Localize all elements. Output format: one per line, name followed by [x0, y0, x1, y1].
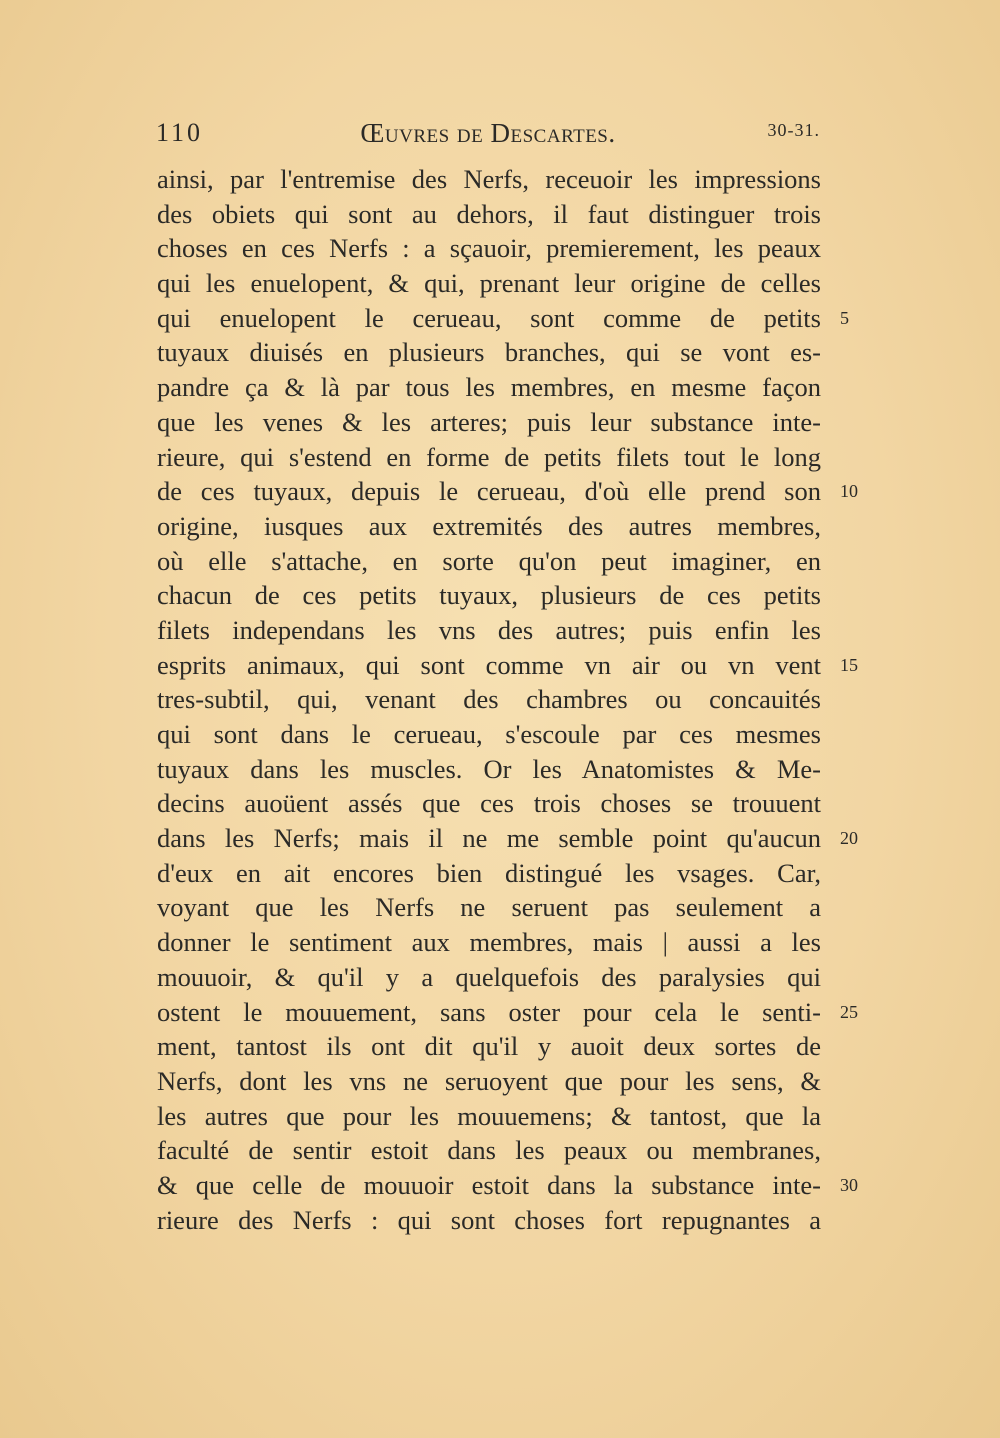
line-number: 30: [840, 1175, 858, 1196]
text-line: où elle s'attache, en sorte qu'on peut imaginer, en: [157, 545, 821, 576]
text-line: origine, iusques aux extremités des autres membres,: [157, 510, 821, 541]
text-line: & que celle de mouuoir estoit dans la substance inte-: [157, 1169, 821, 1200]
line-number: 15: [840, 654, 858, 675]
text-line: tuyaux dans les muscles. Or les Anatomistes & Me-: [157, 753, 821, 784]
text-line: filets independans les vns des autres; puis enfin les: [157, 614, 821, 645]
text-line: rieure des Nerfs : qui sont choses fort repugnantes a: [157, 1204, 821, 1235]
text-line: qui sont dans le cerueau, s'escoule par ces mesmes: [157, 719, 821, 749]
text-line: que les venes & les arteres; puis leur substance inte-: [157, 406, 821, 437]
text-line: de ces tuyaux, depuis le cerueau, d'où elle prend son: [157, 476, 821, 507]
text-line: rieure, qui s'estend en forme de petits filets tout le long: [157, 441, 821, 472]
text-line: choses en ces Nerfs : a sçauoir, premierement, les peaux: [157, 233, 821, 264]
text-line: pandre ça & là par tous les membres, en mesme façon: [157, 372, 821, 403]
text-line: donner le sentiment aux membres, mais | aussi a les: [157, 927, 821, 958]
line-number: 5: [840, 307, 849, 328]
text-line: tres-subtil, qui, venant des chambres ou concauités: [157, 684, 821, 715]
page-number: 110: [156, 118, 204, 147]
text-line: Nerfs, dont les vns ne seruoyent que pour les sens, &: [157, 1065, 821, 1096]
text-line: tuyaux diuisés en plusieurs branches, qui se vont es-: [157, 337, 821, 368]
text-line: mouuoir, & qu'il y a quelquefois des paralysies qui: [157, 961, 821, 992]
text-line: faculté de sentir estoit dans les peaux ou membranes,: [157, 1135, 821, 1166]
line-number: 10: [840, 481, 858, 502]
text-line: qui les enuelopent, & qui, prenant leur origine de celles: [157, 268, 821, 299]
text-line: des obiets qui sont au dehors, il faut distinguer trois: [157, 198, 821, 229]
text-line: d'eux en ait encores bien distingué les vsages. Car,: [157, 857, 821, 888]
line-number: 20: [840, 828, 858, 849]
text-line: ment, tantost ils ont dit qu'il y auoit deux sortes de: [157, 1031, 821, 1062]
body-text: [157, 162, 821, 1237]
text-line: chacun de ces petits tuyaux, plusieurs de ces petits: [157, 580, 821, 611]
text-line: les autres que pour les mouuemens; & tantost, que la: [157, 1100, 821, 1131]
line-number: 25: [840, 1001, 858, 1022]
running-title: Œuvres de Descartes.: [360, 118, 616, 148]
text-line: dans les Nerfs; mais il ne me semble point qu'aucun: [157, 823, 821, 854]
text-line: ostent le mouuement, sans oster pour cela le senti-: [157, 996, 821, 1027]
text-line: qui enuelopent le cerueau, sont comme de petits: [157, 302, 821, 333]
text-line: ainsi, par l'entremise des Nerfs, receuoir les impressions: [157, 164, 821, 194]
original-page-reference: 30-31.: [767, 120, 820, 140]
text-line: decins auoüent assés que ces trois choses se trouuent: [157, 788, 821, 819]
text-line: esprits animaux, qui sont comme vn air ou vn vent: [157, 649, 821, 680]
running-head: [156, 118, 820, 152]
text-line: voyant que les Nerfs ne seruent pas seulement a: [157, 892, 821, 923]
